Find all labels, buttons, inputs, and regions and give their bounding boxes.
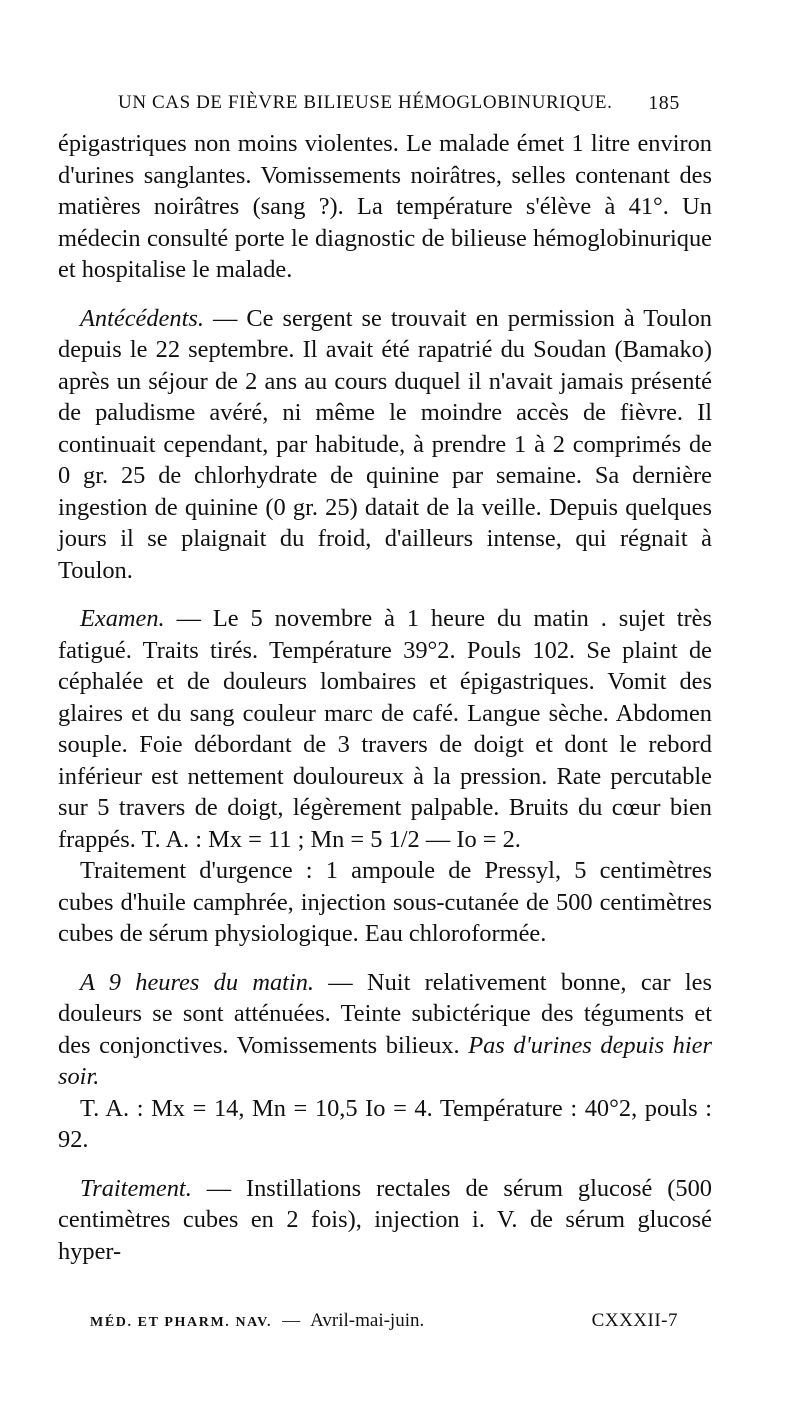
tension-text: T. A. : Mx = 14, Mn = 10,5 Io = 4. Température : 40°2, pouls : 92.: [58, 1094, 712, 1153]
paragraph-1: [58, 128, 712, 286]
running-header: [118, 86, 680, 120]
running-title: UN CAS DE FIÈVRE BILIEUSE HÉMOGLOBINURIQUE.: [118, 92, 613, 113]
examen-heading: Examen.: [80, 605, 165, 632]
examen-text: — Le 5 novembre à 1 heure du matin . sujet très fatigué. Traits tirés. Température 39°2. Pouls 102. Se plaint de céphalée et de douleurs lombaires et épigastriques. Vomit des glaires et du sang couleur marc de café. Langue sèche. Abdomen souple. Foie débordant de 3 travers de doigt et dont le rebord inférieur est nettement douloureux à la pression. Rate percutable sur 5 travers de doigt, légèrement palpable. Bruits du cœur bien frappés. T. A. : Mx = 11 ; Mn = 5 1/2 — Io = 2.: [58, 605, 712, 853]
footer-signature: CXXXII-7: [591, 1310, 678, 1331]
traitement-heading: Traitement.: [80, 1174, 192, 1202]
paragraph-traitement-urgence: [58, 855, 712, 950]
footer-separator: —: [282, 1310, 301, 1330]
traitement-urgence-text: Traitement d'urgence : 1 ampoule de Pressyl, 5 centimètres cubes d'huile camphrée, injection sous-cutanée de 500 centimètres cubes de sérum physiologique. Eau chloroformée.: [58, 857, 712, 947]
paragraph-antecedents: [58, 303, 712, 587]
paragraph-9-heures: [58, 967, 712, 1093]
nine-hours-text: — Nuit relativement bonne, car les douleurs se sont atténuées. Teinte subictérique des téguments et des conjonctives. Vomissements bilieux.: [58, 968, 712, 1059]
paragraph-1-text: épigastriques non moins violentes. Le malade émet 1 litre environ d'urines sanglantes. Vomissements noirâtres, selles contenant des matières noirâtres (sang ?). La température s'élève à 41°. Un médecin consulté porte le diagnostic de bilieuse hémoglobinurique et hospitalise le malade.: [58, 130, 712, 283]
paragraph-tension: [58, 1093, 712, 1156]
article-body: [58, 128, 712, 1267]
page-footer: [90, 1306, 678, 1336]
footer-issue: Avril-mai-juin.: [310, 1310, 425, 1331]
antecedents-text: — Ce sergent se trouvait en permission à Toulon depuis le 22 septembre. Il avait été rapatrié du Soudan (Bamako) après un séjour de 2 ans au cours duquel il n'avait jamais présenté de paludisme avéré, ni même le moindre accès de fièvre. Il continuait cependant, par habitude, à prendre 1 à 2 comprimés de 0 gr. 25 de chlorhydrate de quinine par semaine. Sa dernière ingestion de quinine (0 gr. 25) datait de la veille. Depuis quelques jours il se plaignait du froid, d'ailleurs intense, qui régnait à Toulon.: [58, 304, 712, 584]
traitement-text: — Instillations rectales de sérum glucosé (500 centimètres cubes en 2 fois), injection i. V. de sérum glucosé hyper-: [58, 1174, 712, 1265]
antecedents-heading: Antécédents.: [80, 304, 204, 332]
footer-journal: MÉD. ET PHARM. NAV.: [90, 1315, 273, 1330]
footer-citation: [90, 1310, 424, 1332]
nine-hours-italic-tail: Pas d'urines depuis hier soir.: [58, 1031, 712, 1090]
paragraph-traitement: [58, 1173, 712, 1268]
paragraph-examen: [58, 603, 712, 855]
page-number: 185: [648, 91, 680, 114]
nine-hours-heading: A 9 heures du matin.: [80, 968, 314, 996]
